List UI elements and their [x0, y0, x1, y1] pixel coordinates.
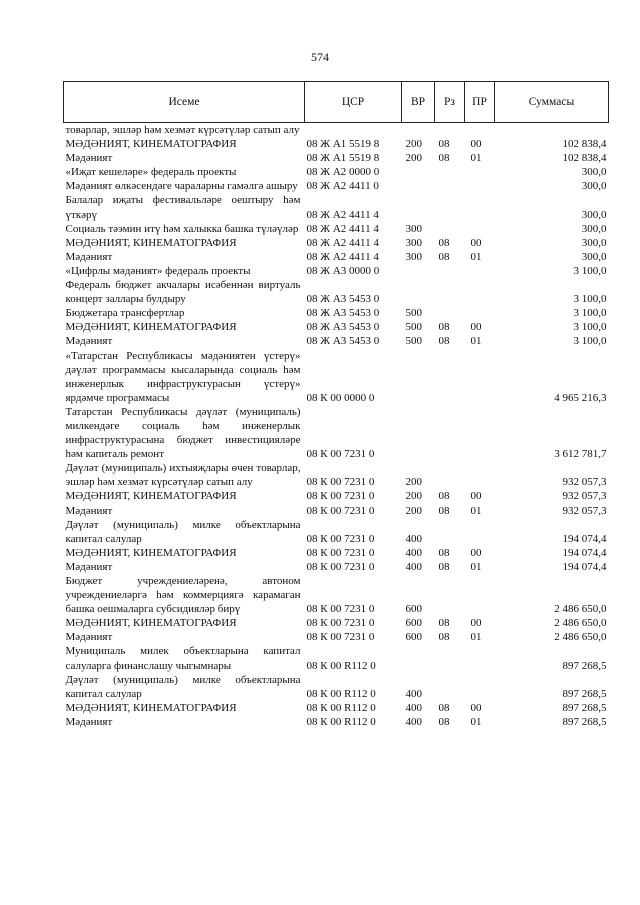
item-name: МӘДӘНИЯТ, КИНЕМАТОГРАФИЯ: [65, 546, 237, 559]
item-rz-code: 08: [438, 617, 450, 630]
item-pr-code: [465, 179, 495, 193]
table-row: [64, 504, 609, 518]
item-vr-code: 600: [405, 631, 422, 644]
item-rz-code: [435, 574, 465, 616]
item-csr-code: 08 Ж А1 5519 8: [306, 152, 380, 165]
item-vr-code: 500: [405, 321, 422, 334]
item-csr-code: 08 К 00 R112 0: [306, 715, 376, 728]
item-amount: 4 965 216,3: [554, 391, 607, 404]
item-amount: 194 074,4: [562, 532, 607, 545]
item-name: Мәдәният: [65, 152, 113, 165]
item-pr-code: [465, 278, 495, 306]
item-pr-code: 01: [470, 560, 482, 573]
item-amount: 300,0: [581, 208, 607, 221]
item-pr-code: [465, 405, 495, 461]
table-row: [64, 165, 609, 179]
item-rz-code: [435, 518, 465, 546]
item-csr-code: 08 К 00 7231 0: [306, 490, 375, 503]
item-pr-code: [465, 461, 495, 489]
item-amount: 932 057,3: [562, 490, 607, 503]
item-vr-code: 400: [405, 701, 422, 714]
table-row: [64, 489, 609, 503]
item-name: Мәдәният: [65, 250, 113, 263]
item-vr-code: 400: [405, 715, 422, 728]
item-rz-code: 08: [438, 701, 450, 714]
item-csr-code: 08 Ж А2 4411 4: [306, 208, 379, 221]
table-row: [64, 701, 609, 715]
item-amount: 102 838,4: [562, 152, 607, 165]
item-vr-code: 400: [405, 532, 422, 545]
table-header: [64, 82, 609, 123]
item-name: Татарстан Республикасы дәүләт (муниципаль) милкендәге социаль һәм инженерлык инфраструктурасына бюджет инвестицияләре һәм капиталь ремонт: [65, 405, 301, 461]
item-pr-code: 01: [470, 715, 482, 728]
item-amount: 300,0: [581, 250, 607, 263]
item-name: МӘДӘНИЯТ, КИНЕМАТОГРАФИЯ: [65, 138, 237, 151]
item-name: МӘДӘНИЯТ, КИНЕМАТОГРАФИЯ: [65, 490, 237, 503]
item-vr-code: [402, 165, 435, 179]
table-row: [64, 306, 609, 320]
item-rz-code: [435, 165, 465, 179]
item-csr-code: 08 Ж А3 5453 0: [306, 307, 380, 320]
item-vr-code: 200: [405, 152, 422, 165]
table-row: [64, 546, 609, 560]
item-csr-code: 08 К 00 7231 0: [306, 476, 375, 489]
item-pr-code: [465, 193, 495, 221]
item-rz-code: 08: [438, 321, 450, 334]
item-pr-code: 01: [470, 631, 482, 644]
table-row: [64, 560, 609, 574]
item-csr-code: 08 Ж А2 4411 0: [306, 180, 379, 193]
item-rz-code: 08: [438, 250, 450, 263]
item-vr-code: 200: [405, 490, 422, 503]
item-pr-code: 01: [470, 504, 482, 517]
item-vr-code: 400: [405, 687, 422, 700]
table-row: [64, 644, 609, 672]
item-rz-code: [435, 278, 465, 306]
item-amount: 3 100,0: [573, 307, 607, 320]
item-csr-code: 08 К 00 7231 0: [306, 546, 375, 559]
item-csr-code: 08 Ж А2 0000 0: [306, 166, 380, 179]
item-name: МӘДӘНИЯТ, КИНЕМАТОГРАФИЯ: [65, 321, 237, 334]
item-pr-code: 01: [470, 335, 482, 348]
table-row: [64, 123, 609, 138]
item-name: МӘДӘНИЯТ, КИНЕМАТОГРАФИЯ: [65, 236, 237, 249]
item-csr-code: 08 К 00 7231 0: [306, 617, 375, 630]
table-row: [64, 250, 609, 264]
item-amount: 300,0: [581, 166, 607, 179]
item-rz-code: 08: [438, 490, 450, 503]
item-rz-code: [435, 123, 465, 138]
item-csr-code: 08 К 00 7231 0: [306, 532, 375, 545]
item-vr-code: [402, 278, 435, 306]
item-csr-code: 08 К 00 R112 0: [306, 687, 376, 700]
item-amount: 102 838,4: [562, 138, 607, 151]
item-csr-code: 08 К 00 R112 0: [306, 659, 376, 672]
item-amount: 897 268,5: [562, 659, 607, 672]
table-row: [64, 461, 609, 489]
item-csr-code: 08 Ж А3 5453 0: [306, 335, 380, 348]
table-row: [64, 349, 609, 405]
item-amount: 300,0: [581, 236, 607, 249]
item-name: Мәдәният: [65, 504, 113, 517]
item-amount: 194 074,4: [562, 546, 607, 559]
item-vr-code: [402, 264, 435, 278]
item-pr-code: [465, 222, 495, 236]
item-name: товарлар, эшләр һәм хезмәт күрсәтүләр сатып алу: [65, 124, 300, 136]
item-rz-code: [435, 673, 465, 701]
item-rz-code: 08: [438, 560, 450, 573]
item-csr-code: 08 Ж А2 4411 4: [306, 236, 379, 249]
item-name: Дәүләт (муниципаль) милке объектларына капитал салулар: [65, 673, 301, 700]
item-rz-code: 08: [438, 504, 450, 517]
item-amount: 194 074,4: [562, 560, 607, 573]
item-csr-code: 08 Ж А2 4411 4: [306, 222, 379, 235]
item-rz-code: [435, 461, 465, 489]
item-name: Мәдәният: [65, 631, 113, 644]
item-name: Федераль бюджет акчалары исәбеннән виртуаль концерт заллары булдыру: [65, 279, 301, 306]
item-rz-code: [435, 222, 465, 236]
item-rz-code: 08: [438, 715, 450, 728]
header-csr: ЦСР: [305, 82, 402, 123]
item-name: «Иҗат кешеләре» федераль проекты: [65, 166, 237, 179]
table-row: [64, 715, 609, 729]
item-amount: 932 057,3: [562, 476, 607, 489]
item-amount: 3 100,0: [573, 335, 607, 348]
item-amount: 2 486 650,0: [554, 617, 607, 630]
item-pr-code: [465, 574, 495, 616]
item-vr-code: 600: [405, 603, 422, 616]
item-name: Мәдәният: [65, 715, 113, 728]
item-rz-code: [435, 644, 465, 672]
item-amount: 3 100,0: [573, 321, 607, 334]
item-name: Бюджет учреждениеләренә, автоном учреждениеләргә һәм коммерциягә карамаган башка оешмаларга субсидияләр бирү: [65, 575, 301, 616]
item-pr-code: 00: [470, 546, 482, 559]
item-amount: [495, 123, 609, 138]
item-amount: 897 268,5: [562, 687, 607, 700]
table-row: [64, 137, 609, 151]
item-pr-code: 01: [470, 250, 482, 263]
item-rz-code: 08: [438, 236, 450, 249]
item-name: Бюджетара трансфертлар: [65, 307, 185, 320]
table-row: [64, 179, 609, 193]
table-row: [64, 193, 609, 221]
item-amount: 897 268,5: [562, 701, 607, 714]
table-row: [64, 405, 609, 461]
item-pr-code: 00: [470, 701, 482, 714]
table-row: [64, 151, 609, 165]
item-name: Мәдәният өлкәсендәге чараларны гамәлгә ашыру: [65, 180, 298, 193]
item-vr-code: 400: [405, 560, 422, 573]
item-rz-code: 08: [438, 546, 450, 559]
page-number: 574: [311, 50, 329, 64]
item-pr-code: [465, 673, 495, 701]
item-csr-code: [305, 123, 402, 138]
table-row: [64, 518, 609, 546]
table-row: [64, 630, 609, 644]
item-vr-code: 600: [405, 617, 422, 630]
item-vr-code: [402, 123, 435, 138]
item-pr-code: 01: [470, 152, 482, 165]
header-vr: ВР: [402, 82, 435, 123]
item-vr-code: 400: [405, 546, 422, 559]
budget-table: [63, 81, 609, 729]
item-pr-code: 00: [470, 236, 482, 249]
item-vr-code: 300: [405, 236, 422, 249]
item-rz-code: [435, 264, 465, 278]
item-pr-code: [465, 306, 495, 320]
item-pr-code: [465, 264, 495, 278]
table-body: [64, 123, 609, 730]
table-row: [64, 616, 609, 630]
item-csr-code: 08 К 00 0000 0: [306, 391, 375, 404]
item-name: Дәүләт (муниципаль) ихтыяҗлары өчен товарлар, эшләр һәм хезмәт күрсәтүләр сатып алу: [65, 462, 301, 489]
item-vr-code: [402, 644, 435, 672]
item-csr-code: 08 К 00 7231 0: [306, 560, 375, 573]
item-csr-code: 08 К 00 7231 0: [306, 631, 375, 644]
item-amount: 3 612 781,7: [554, 448, 607, 461]
item-csr-code: 08 К 00 7231 0: [306, 448, 375, 461]
table-row: [64, 320, 609, 334]
item-vr-code: 300: [405, 250, 422, 263]
item-amount: 897 268,5: [562, 715, 607, 728]
item-csr-code: 08 Ж А2 4411 4: [306, 250, 379, 263]
item-name: Балалар иҗаты фестивальләре оештыру һәм үткәрү: [65, 194, 301, 221]
item-csr-code: 08 Ж А3 5453 0: [306, 321, 380, 334]
item-name: «Цифрлы мәдәният» федераль проекты: [65, 264, 251, 277]
item-amount: 3 100,0: [573, 264, 607, 277]
item-pr-code: [465, 644, 495, 672]
item-name: МӘДӘНИЯТ, КИНЕМАТОГРАФИЯ: [65, 617, 237, 630]
item-amount: 300,0: [581, 180, 607, 193]
item-rz-code: [435, 405, 465, 461]
item-pr-code: [465, 518, 495, 546]
table-row: [64, 264, 609, 278]
item-pr-code: 00: [470, 138, 482, 151]
item-vr-code: 200: [405, 476, 422, 489]
item-rz-code: [435, 349, 465, 405]
item-vr-code: 200: [405, 504, 422, 517]
item-pr-code: [465, 165, 495, 179]
item-rz-code: [435, 179, 465, 193]
item-csr-code: 08 К 00 7231 0: [306, 603, 375, 616]
item-amount: 300,0: [581, 222, 607, 235]
item-pr-code: 00: [470, 490, 482, 503]
item-rz-code: 08: [438, 138, 450, 151]
item-amount: 2 486 650,0: [554, 603, 607, 616]
item-csr-code: 08 Ж А3 0000 0: [306, 264, 380, 277]
item-rz-code: 08: [438, 631, 450, 644]
table-row: [64, 673, 609, 701]
item-name: «Татарстан Республикасы мәдәниятен үстерү» дәүләт программасы кысаларында социаль һәм инженерлык инфраструктурасын үстерү» ярдәмче программасы: [65, 349, 301, 404]
item-vr-code: [402, 193, 435, 221]
item-name: Муниципаль милек объектларына капитал салуларга финанслашу чыгымнары: [65, 645, 301, 672]
item-rz-code: [435, 193, 465, 221]
item-name: МӘДӘНИЯТ, КИНЕМАТОГРАФИЯ: [65, 701, 237, 714]
item-vr-code: 200: [405, 138, 422, 151]
table-row: [64, 278, 609, 306]
item-name: Дәүләт (муниципаль) милке объектларына капитал салулар: [65, 518, 301, 545]
item-csr-code: 08 Ж А3 5453 0: [306, 293, 380, 306]
table-row: [64, 236, 609, 250]
item-vr-code: [402, 179, 435, 193]
item-name: Социаль тәэмин итү һәм халыкка башка түләүләр: [65, 222, 299, 235]
header-sum: Суммасы: [495, 82, 609, 123]
item-pr-code: 00: [470, 617, 482, 630]
item-vr-code: 300: [405, 222, 422, 235]
item-csr-code: 08 К 00 7231 0: [306, 504, 375, 517]
item-amount: 932 057,3: [562, 504, 607, 517]
item-name: Мәдәният: [65, 335, 113, 348]
header-rz: Рз: [435, 82, 465, 123]
item-rz-code: 08: [438, 335, 450, 348]
item-vr-code: [402, 349, 435, 405]
header-name: Исеме: [64, 82, 305, 123]
item-rz-code: 08: [438, 152, 450, 165]
item-rz-code: [435, 306, 465, 320]
item-pr-code: 00: [470, 321, 482, 334]
item-amount: 2 486 650,0: [554, 631, 607, 644]
item-pr-code: [465, 123, 495, 138]
header-pr: ПР: [465, 82, 495, 123]
item-csr-code: 08 К 00 R112 0: [306, 701, 376, 714]
table-row: [64, 334, 609, 348]
item-csr-code: 08 Ж А1 5519 8: [306, 138, 380, 151]
item-name: Мәдәният: [65, 560, 113, 573]
table-row: [64, 574, 609, 616]
table-row: [64, 222, 609, 236]
item-vr-code: 500: [405, 307, 422, 320]
item-pr-code: [465, 349, 495, 405]
item-amount: 3 100,0: [573, 293, 607, 306]
item-vr-code: [402, 405, 435, 461]
item-vr-code: 500: [405, 335, 422, 348]
